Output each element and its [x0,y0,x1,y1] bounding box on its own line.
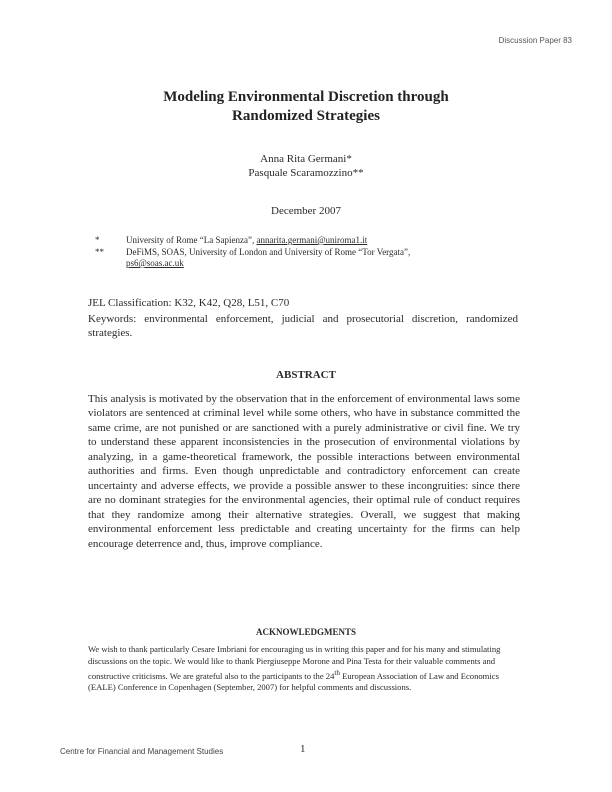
author-list [0,152,612,180]
footer-organization: Centre for Financial and Management Studies [60,747,224,756]
affiliation-1-email-link[interactable]: annarita.germani@uniroma1.it [256,235,368,245]
affiliation-2-text-container [126,247,515,270]
affiliation-1 [95,235,515,247]
ack-text-part-1: We wish to thank particularly Cesare Imbriani for encouraging us in writing this paper and for his many and stimulating discussions on the topic. We would like to thank Piergiuseppe Morone and Pina Testa for their valuable comments and constructive criticisms. We are grateful also to the participants to the 24 [88,644,501,681]
affiliation-1-text: University of Rome “La Sapienza”, [126,235,257,245]
ack-text-part-2: European Association of Law and Economics (EALE) Conference in Copenhagen (September, 2007) for helpful comments and discussions. [88,670,499,693]
author-2: Pasquale Scaramozzino** [248,167,364,179]
publication-date: December 2007 [271,205,341,217]
page-number: 1 [300,743,306,755]
abstract-body: This analysis is motivated by the observation that in the enforcement of environmental laws some violators are sentenced at criminal level while some others, who have in substance committed the same crime, are not punished or are sanctioned with a purely administrative or civil fine. We try to understand these apparent inconsistencies in the prosecution of environmental violations by analyzing, in a game-theoretical framework, the possible interactions between environmental authorities and firms. Even though unpredictable and contradictory enforcement can create uncertainty and adverse effects, we provide a possible answer to these incongruities: since there are no dominant strategies for the environmental agencies, their optimal rule of conduct requires that they randomize among their alternative strategies. Overall, we suggest that making environmental enforcement less predictable and creating uncertainty for the firms can help encourage deterrence and, thus, improve compliance. [88,393,520,550]
affiliation-2-email-link[interactable]: ps6@soas.ac.uk [126,258,184,268]
affiliation-2-text: DeFiMS, SOAS, University of London and University of Rome “Tor Vergata”, [126,246,411,257]
acknowledgments-heading: ACKNOWLEDGMENTS [255,627,356,637]
author-1: Anna Rita Germani* [260,153,352,165]
affiliation-2 [95,247,515,270]
affiliation-1-mark: * [95,235,100,245]
affiliation-2-mark: ** [95,246,104,257]
affiliation-1-text-container [126,235,515,247]
affiliations [95,235,515,270]
jel-classification: JEL Classification: K32, K42, Q28, L51, C70 [88,297,290,309]
title-line-1: Modeling Environmental Discretion through [163,89,449,105]
title-line-2: Randomized Strategies [232,108,380,124]
keywords: Keywords: environmental enforcement, judicial and prosecutorial discretion, randomized strategies. [88,313,518,339]
acknowledgments-body [88,644,524,694]
ack-superscript: th [334,668,340,677]
series-label: Discussion Paper 83 [498,36,572,45]
abstract-heading: ABSTRACT [276,369,336,381]
paper-title [0,88,612,126]
